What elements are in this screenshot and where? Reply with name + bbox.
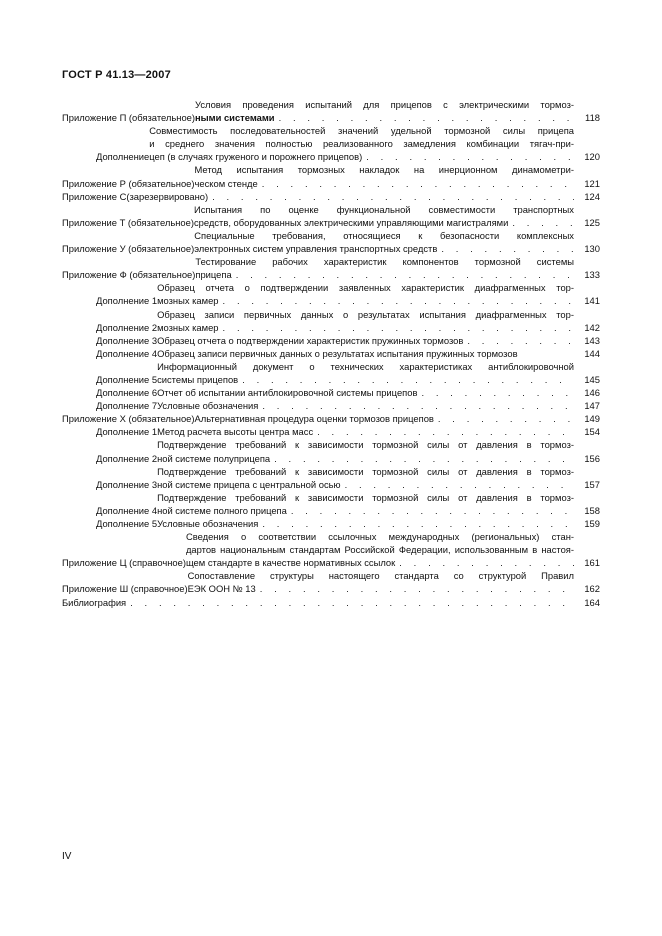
toc-entry-label: Дополнение 1 [96,426,158,438]
toc-entry-label: Приложение Ф (обязательное) [62,269,196,281]
dot-leader [260,582,574,595]
toc-page-number: 158 [584,504,600,516]
toc-entry-title: (зарезервировано) [126,190,209,202]
toc-entry[interactable] [62,438,600,464]
dot-leader [317,425,574,438]
toc-entry[interactable] [62,124,600,163]
dot-leader [130,596,574,609]
toc-entry-label: Приложение У (обязательное) [62,243,195,255]
toc-entry-title: системы прицепов [157,373,239,385]
toc-page-number: 141 [584,295,600,307]
toc-entry-label: Библиография [62,596,127,608]
toc-entry-label: Приложение Р (обязательное) [62,177,195,189]
toc-entry-title: Образец записи первичных данных о результатах испытания пружинных тормозов [157,347,518,359]
toc-entry-title: мозных камер [157,295,219,307]
dot-leader [345,478,574,491]
toc-entry-label: Дополнение 5 [96,518,158,529]
toc-entry-title: Условия проведения испытаний для прицепов с электрическими тормоз- [195,99,574,110]
toc-page-number: 142 [584,321,600,333]
toc-entry[interactable] [62,308,600,334]
toc-entry[interactable] [62,412,600,425]
toc-entry-title: средств, оборудованных электрическими управляющими магистралями [193,216,509,228]
toc-entry-title: Подтверждение требований к зависимости тормозной силы от давления в тормоз- [157,465,574,477]
toc-page-number: 121 [584,177,600,189]
toc-entry-label: Приложение Ш (справочное) [62,583,188,595]
dot-leader [291,504,574,517]
toc-entry[interactable] [62,281,600,307]
toc-page-number: 124 [584,190,600,202]
toc-entry-title: мозных камер [157,321,219,333]
dot-leader [236,268,574,281]
toc-entry-label: Дополнение 2 [96,452,158,464]
dot-leader [399,556,574,569]
toc-entry-label: Дополнение 3 [96,478,158,490]
toc-entry[interactable] [62,465,600,491]
toc-entry[interactable] [62,334,600,347]
toc-page-number: 143 [584,334,600,346]
toc-entry-title: дартов национальным стандартам Российской Федерации, использованным в настоя- [185,544,574,556]
toc-entry-label: Приложение Ц (справочное) [62,557,186,569]
toc-page-number: 133 [584,269,600,281]
toc-entry-title: ной системе прицепа с центральной осью [157,478,341,490]
toc-page-number: 162 [584,583,600,595]
toc-entry-label: Приложение Х (обязательное) [62,413,195,425]
dot-leader [441,242,574,255]
toc-entry[interactable] [62,98,600,124]
dot-leader [262,177,574,190]
toc-page-number: 149 [584,413,600,425]
toc-entry[interactable] [62,255,600,281]
toc-page-number: 161 [584,557,600,569]
toc-entry-title: Альтернативная процедура оценки тормозов прицепов [194,413,434,425]
toc-entry-title: цеп (в случаях груженого и порожнего прицепов) [149,151,363,163]
toc-page-number: 156 [584,452,600,464]
toc-entry-title: Совместимость последовательностей значений удельной тормозной силы прицепа [149,125,574,137]
toc-page-number: 154 [584,426,600,438]
toc-entry-label: Дополнение 7 [96,400,158,412]
toc-entry[interactable] [62,569,600,595]
dot-leader [438,412,574,425]
toc-entry-title: Сопоставление структуры настоящего стандарта со структурой Правил [187,570,574,582]
toc-entry-label: Дополнение 4 [96,347,158,359]
dot-leader [512,216,574,229]
toc-page-number: 120 [584,151,600,163]
toc-entry-label: Приложение Т (обязательное) [62,216,194,228]
toc-page-number: 145 [584,373,600,385]
dot-leader [467,334,574,347]
toc-entry[interactable] [62,360,600,386]
toc-entry-title: ными системами [195,112,275,124]
toc-page-number: 130 [584,243,600,255]
toc-entry-title: Информационный документ о технических характеристиках антиблокировочной [157,360,574,372]
toc-entry[interactable] [62,517,600,530]
toc-entry-title: Метод расчета высоты центра масс [157,426,314,438]
dot-leader [262,399,574,412]
toc-entry[interactable] [62,190,600,203]
dot-leader [223,294,574,307]
dot-leader [212,190,574,203]
toc-entry[interactable] [62,203,600,229]
toc-entry-label: Дополнение 6 [96,387,158,399]
toc-entry-label: Дополнение 4 [96,504,158,516]
toc-entry-title: Специальные требования, относящиеся к безопасности комплексных [194,229,574,241]
dot-leader [262,517,574,530]
toc-entry-title: Испытания по оценке функциональной совместимости транспортных [193,203,574,215]
dot-leader [223,321,574,334]
toc-entry[interactable] [62,163,600,189]
toc-entry[interactable] [62,347,600,360]
toc-entry-title: Подтверждение требований к зависимости тормозной силы от давления в тормоз- [157,439,574,451]
toc-entry-title: ной системе полного прицепа [157,504,287,516]
toc-entry-title: ЕЭК ООН № 13 [187,583,256,595]
toc-entry[interactable] [62,229,600,255]
toc-entry-title: Отчет об испытании антиблокировочной системы прицепов [157,387,418,399]
toc-page-number: 118 [585,112,600,124]
toc-entry[interactable] [62,491,600,517]
toc-entry-title: Сведения о соответствии ссылочных международных (региональных) стан- [185,531,574,543]
page-number: IV [62,851,72,862]
toc-page-number: 147 [584,400,600,412]
toc-entry-title: Образец отчета о подтверждении заявленных характеристик диафрагменных тор- [157,282,574,294]
toc-entry-title: ной системе полуприцепа [157,452,271,464]
toc-entry-title: прицепа [195,269,232,281]
toc-entry-title: щем стандарте в качестве нормативных ссылок [185,557,396,569]
toc-entry[interactable] [62,386,600,399]
dot-leader [279,111,574,124]
toc-entry-label: Дополнение 1 [96,295,158,307]
dot-leader [421,386,574,399]
toc-page-number: 159 [584,518,600,529]
toc-entry-title: Метод испытания тормозных накладок на инерционном динамометри- [194,164,574,176]
dot-leader [366,150,574,163]
toc-entry-title: и среднего значения полностью реализованного замедления комбинации тягач-при- [149,138,574,150]
toc-entry[interactable] [62,596,600,609]
toc-entry-title: электронных систем управления транспортных средств [194,243,438,255]
toc-entry[interactable] [62,399,600,412]
toc-page-number: 144 [584,347,600,359]
toc-page-number: 157 [584,478,600,490]
toc-entry-label: Дополнение [96,151,150,163]
toc-entry-label: Дополнение 3 [96,334,158,346]
dot-leader [274,452,574,465]
toc-entry-title: ческом стенде [194,177,258,189]
toc-page-number: 146 [584,387,600,399]
toc-entry-label: Приложение П (обязательное) [62,112,195,124]
toc-entry-label: Дополнение 5 [96,373,158,385]
toc-entry-label: Дополнение 2 [96,321,158,333]
document-header: ГОСТ Р 41.13—2007 [62,69,171,81]
toc-entry-title: Тестирование рабочих характеристик компонентов тормозной системы [195,256,574,268]
toc-entry-title: Условные обозначения [157,400,259,412]
toc-entry-title: Образец записи первичных данных о результатах испытания диафрагменных тор- [157,308,574,320]
toc-entry-title: Условные обозначения [157,518,259,529]
toc-page-number: 125 [584,216,600,228]
dot-leader [242,373,574,386]
toc-entry[interactable] [62,425,600,438]
toc-entry-title: Подтверждение требований к зависимости тормозной силы от давления в тормоз- [157,491,574,503]
toc-entry-label: Приложение С [62,190,127,202]
toc-entry-title: Образец отчета о подтверждении характеристик пружинных тормозов [157,334,464,346]
table-of-contents [62,98,600,609]
toc-page-number: 164 [584,596,600,608]
toc-entry[interactable] [62,530,600,569]
